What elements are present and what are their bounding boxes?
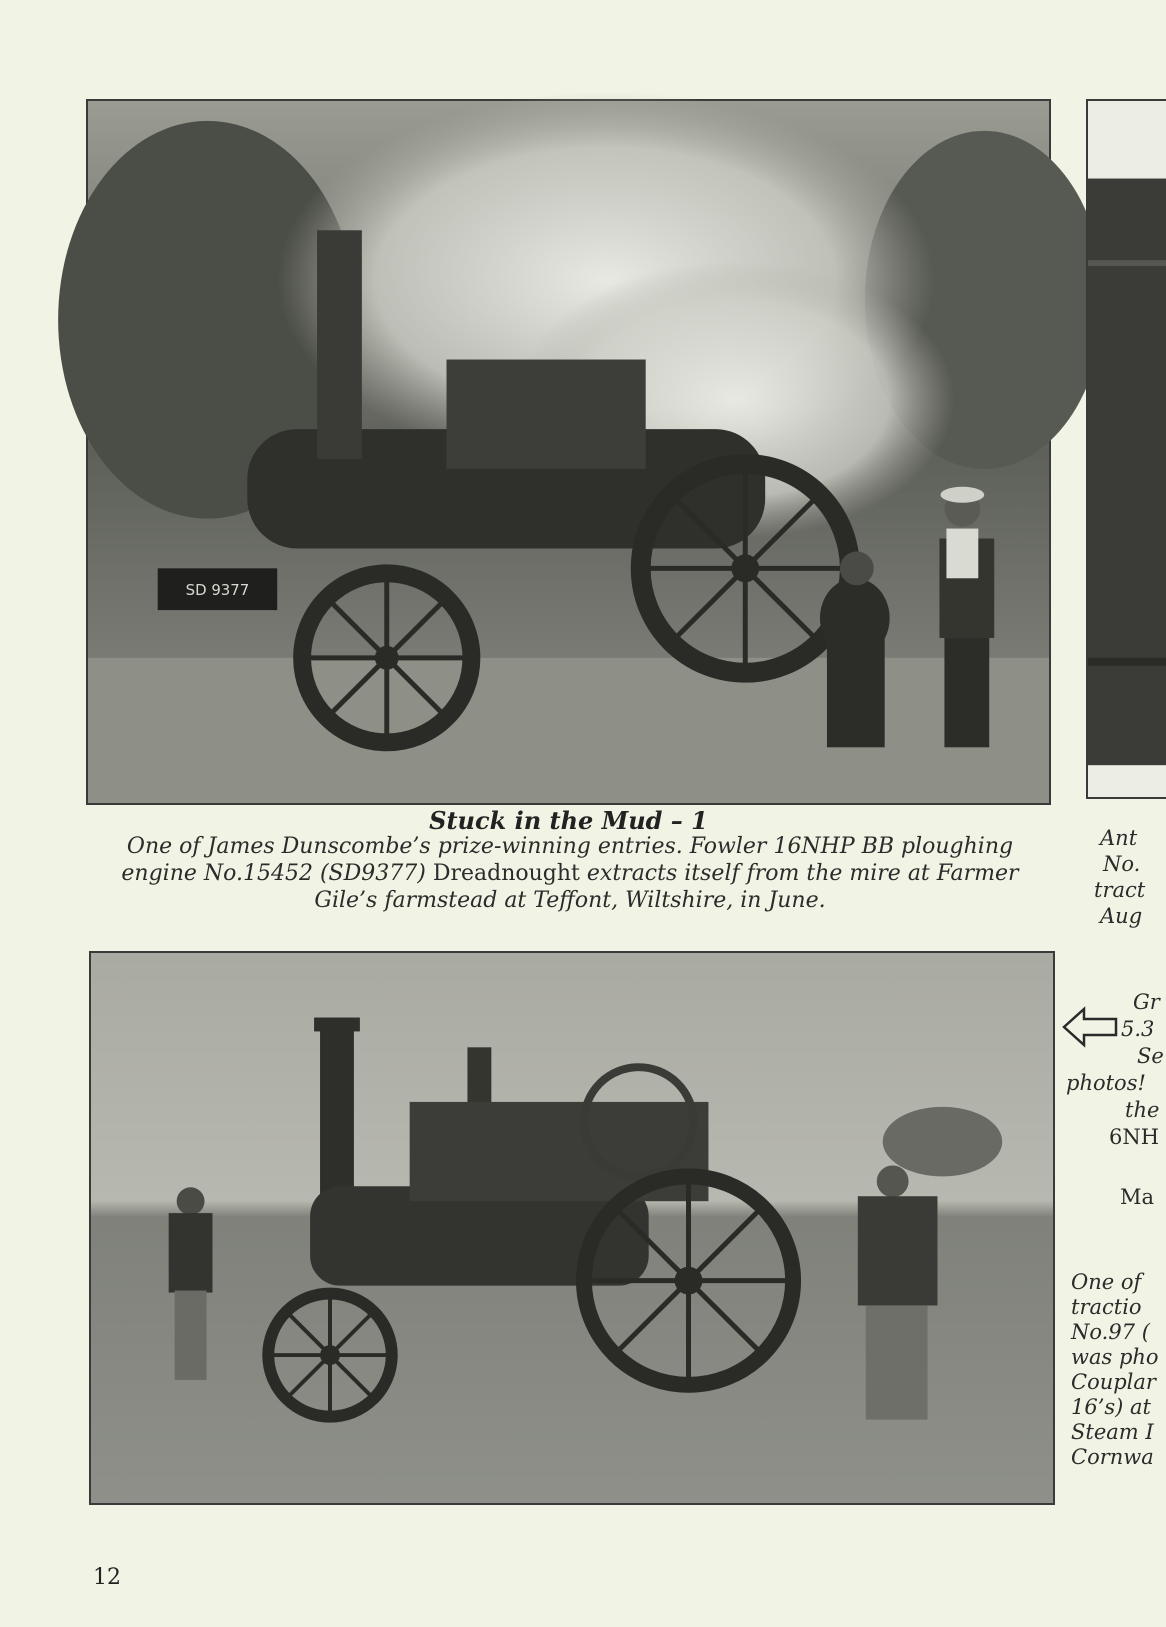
caption-line-2-c: extracts itself from the mire at Farmer [586,861,1019,886]
side-text-mid-3: Se [1137,1044,1164,1068]
side-text-bottom-3: No.97 ( [1071,1320,1150,1344]
side-text-top-4: Aug [1100,904,1143,928]
caption-line-1: One of James Dunscombe’s prize-winning entries. Fowler 16NHP BB ploughing [126,834,1014,859]
side-text-bottom-4: was pho [1071,1345,1159,1369]
number-plate-text: SD 9377 [185,581,250,600]
side-text-bottom-6: 16’s) at [1071,1395,1152,1419]
side-text-bottom-2: tractio [1071,1295,1142,1319]
side-text-top-2: No. [1103,852,1141,876]
side-text-top-1: Ant [1100,826,1138,850]
caption-title: Stuck in the Mud – 1 [429,806,708,835]
side-text-mid-7: Ma [1120,1185,1155,1209]
side-text-bottom-8: Cornwa [1071,1445,1154,1469]
side-text-mid-2: 5.3 [1121,1017,1155,1041]
caption-engine-name: Dreadnought [432,861,580,886]
caption-body [100,833,1040,914]
side-text-top-3: tract [1094,878,1146,902]
caption-line-3: Gile’s farmstead at Teffont, Wiltshire, in June. [314,888,826,913]
side-text-mid-6: 6NH [1109,1125,1160,1149]
page-number: 12 [93,1565,121,1590]
photo-cropped-right [1086,99,1166,799]
photo-traction-engine [89,951,1055,1505]
left-arrow-icon [1062,1007,1118,1047]
side-text-bottom-7: Steam I [1071,1420,1154,1444]
side-text-mid-1: Gr [1133,990,1160,1014]
side-text-mid-5: the [1125,1098,1160,1122]
caption-line-2 [100,860,1040,887]
side-text-mid-4: photos! [1066,1071,1146,1095]
caption-line-2-a: engine No.15452 (SD9377) [121,861,426,886]
photo-ploughing-engine [86,99,1051,805]
side-text-bottom-1: One of [1071,1270,1142,1294]
side-text-bottom-5: Couplar [1071,1370,1156,1394]
